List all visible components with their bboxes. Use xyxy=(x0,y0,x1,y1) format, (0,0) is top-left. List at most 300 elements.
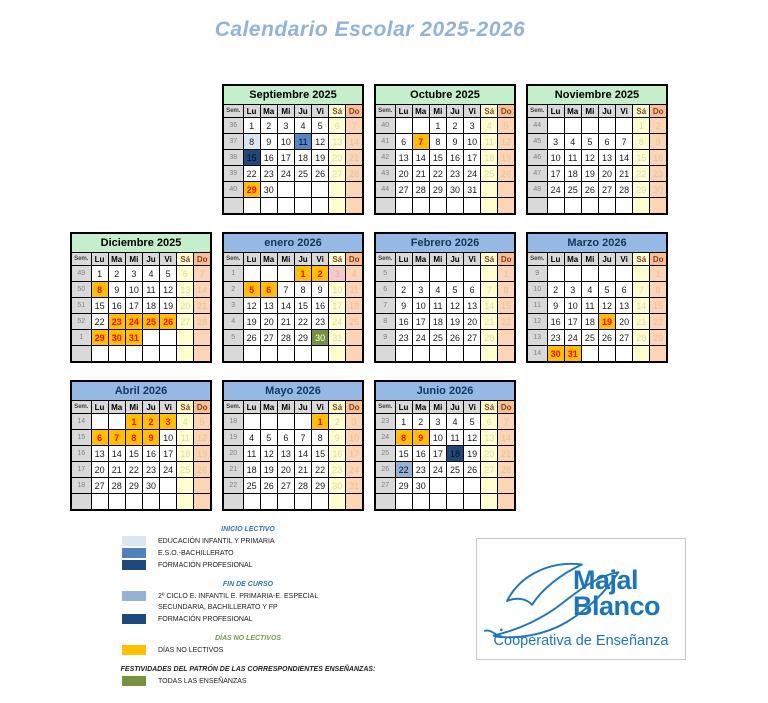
month-title-mayo-2026: Mayo 2026 xyxy=(223,381,363,401)
weekday-header: Mi xyxy=(429,105,446,118)
week-column-header: Sem. xyxy=(223,105,243,118)
day-cell: 14 xyxy=(498,430,515,446)
day-cell xyxy=(142,494,159,511)
day-cell: 28 xyxy=(277,330,294,346)
day-cell xyxy=(616,266,633,282)
weekday-header: Ju xyxy=(142,401,159,414)
day-cell xyxy=(581,198,598,215)
day-cell: 2 xyxy=(412,414,429,430)
day-cell-no-lectivo: 26 xyxy=(160,314,177,330)
day-cell xyxy=(633,346,650,363)
day-cell: 17 xyxy=(464,150,481,166)
weekday-header: Do xyxy=(346,105,363,118)
weekday-header: Ma xyxy=(260,253,277,266)
day-cell: 20 xyxy=(481,446,498,462)
week-number: 22 xyxy=(223,478,243,494)
legend-item xyxy=(122,645,418,656)
day-cell: 30 xyxy=(650,182,667,198)
month-title-marzo-2026: Marzo 2026 xyxy=(527,233,667,253)
day-cell: 11 xyxy=(429,298,446,314)
day-cell: 3 xyxy=(412,282,429,298)
day-cell: 7 xyxy=(498,414,515,430)
week-number: 24 xyxy=(375,430,395,446)
week-number: 43 xyxy=(375,166,395,182)
weekday-header: Do xyxy=(346,401,363,414)
day-cell: 1 xyxy=(633,118,650,134)
logo-subtitle: Cooperativa de Enseñanza xyxy=(493,633,669,649)
month-title-septiembre-2025: Septiembre 2025 xyxy=(223,85,363,105)
week-number: 50 xyxy=(71,282,91,298)
day-cell: 29 xyxy=(650,330,667,346)
day-cell xyxy=(177,494,194,511)
day-cell: 15 xyxy=(91,298,108,314)
day-cell: 29 xyxy=(125,478,142,494)
day-cell-no-lectivo: 7 xyxy=(108,430,125,446)
day-cell: 19 xyxy=(194,446,211,462)
day-cell: 14 xyxy=(481,298,498,314)
week-number: 51 xyxy=(71,298,91,314)
legend-heading: FESTIVIDADES DEL PATRÓN DE LAS CORRESPONDIENTES ENSEÑANZAS: xyxy=(120,666,376,673)
week-number: 7 xyxy=(375,298,395,314)
day-cell xyxy=(312,182,329,198)
legend-label: FORMACIÓN PROFESIONAL xyxy=(158,562,253,569)
day-cell: 29 xyxy=(395,478,412,494)
day-cell xyxy=(429,346,446,363)
day-cell xyxy=(429,478,446,494)
weekday-header: Ju xyxy=(294,105,311,118)
day-cell: 2 xyxy=(329,414,346,430)
day-cell: 13 xyxy=(598,150,615,166)
day-cell: 25 xyxy=(429,330,446,346)
day-cell-fin-ciclo: 22 xyxy=(395,462,412,478)
month-title-octubre-2025: Octubre 2025 xyxy=(375,85,515,105)
weekday-header: Sá xyxy=(481,253,498,266)
day-cell xyxy=(395,266,412,282)
day-cell: 25 xyxy=(581,330,598,346)
day-cell: 22 xyxy=(633,166,650,182)
week-number: 26 xyxy=(375,462,395,478)
legend-label: E.S.O.-BACHILLERATO xyxy=(158,550,234,557)
day-cell: 27 xyxy=(277,478,294,494)
day-cell xyxy=(616,118,633,134)
day-cell: 8 xyxy=(498,282,515,298)
day-cell xyxy=(464,478,481,494)
day-cell: 16 xyxy=(260,150,277,166)
day-cell xyxy=(346,182,363,198)
weekday-header: Do xyxy=(346,253,363,266)
day-cell: 2 xyxy=(650,118,667,134)
calendar-row-3 xyxy=(70,380,516,511)
calendar-row-1 xyxy=(222,84,668,215)
day-cell xyxy=(108,494,125,511)
day-cell-no-lectivo: 29 xyxy=(91,330,108,346)
weekday-header: Vi xyxy=(312,105,329,118)
weekday-header: Sá xyxy=(481,401,498,414)
day-cell: 20 xyxy=(277,462,294,478)
day-cell xyxy=(564,118,581,134)
day-cell: 27 xyxy=(598,182,615,198)
day-cell-no-lectivo: 23 xyxy=(108,314,125,330)
day-cell: 13 xyxy=(277,446,294,462)
week-number xyxy=(223,198,243,215)
day-cell: 14 xyxy=(108,446,125,462)
weekday-header: Sá xyxy=(329,401,346,414)
day-cell xyxy=(498,182,515,198)
day-cell xyxy=(194,478,211,494)
day-cell: 25 xyxy=(346,314,363,330)
day-cell: 27 xyxy=(91,478,108,494)
day-cell: 4 xyxy=(177,414,194,430)
calendar-junio-2026 xyxy=(374,380,516,511)
legend-swatch xyxy=(122,614,146,624)
weekday-header: Ma xyxy=(108,253,125,266)
day-cell: 26 xyxy=(598,330,615,346)
day-cell: 24 xyxy=(346,462,363,478)
weekday-header: Do xyxy=(194,253,211,266)
day-cell-no-lectivo: 9 xyxy=(412,430,429,446)
week-number: 44 xyxy=(375,182,395,198)
weekday-header: Ju xyxy=(598,105,615,118)
weekday-header: Ma xyxy=(412,253,429,266)
day-cell xyxy=(633,198,650,215)
day-cell: 12 xyxy=(260,446,277,462)
day-cell: 12 xyxy=(160,282,177,298)
day-cell: 14 xyxy=(277,298,294,314)
week-number: 1 xyxy=(71,330,91,346)
day-cell: 23 xyxy=(142,462,159,478)
weekday-header: Do xyxy=(194,401,211,414)
day-cell: 18 xyxy=(177,446,194,462)
day-cell: 22 xyxy=(312,462,329,478)
week-number: 41 xyxy=(375,134,395,150)
day-cell: 22 xyxy=(243,166,260,182)
day-cell: 14 xyxy=(294,446,311,462)
day-cell xyxy=(346,330,363,346)
day-cell: 24 xyxy=(464,166,481,182)
day-cell: 19 xyxy=(581,166,598,182)
weekday-header: Mi xyxy=(125,401,142,414)
day-cell: 17 xyxy=(160,446,177,462)
day-cell: 11 xyxy=(446,430,463,446)
day-cell: 25 xyxy=(446,462,463,478)
day-cell: 17 xyxy=(547,166,564,182)
day-cell xyxy=(498,198,515,215)
day-cell-fp: 15 xyxy=(243,150,260,166)
day-cell: 5 xyxy=(464,414,481,430)
day-cell: 15 xyxy=(429,150,446,166)
day-cell xyxy=(616,198,633,215)
day-cell: 24 xyxy=(160,462,177,478)
week-number xyxy=(527,198,547,215)
day-cell xyxy=(598,198,615,215)
legend-swatch xyxy=(122,591,146,601)
day-cell: 26 xyxy=(260,478,277,494)
day-cell: 15 xyxy=(633,150,650,166)
day-cell: 28 xyxy=(633,330,650,346)
day-cell: 30 xyxy=(260,182,277,198)
day-cell: 23 xyxy=(260,166,277,182)
day-cell: 14 xyxy=(616,150,633,166)
week-number: 36 xyxy=(223,118,243,134)
day-cell-no-lectivo: 6 xyxy=(260,282,277,298)
day-cell: 6 xyxy=(277,430,294,446)
day-cell xyxy=(581,346,598,363)
day-cell xyxy=(194,330,211,346)
weekday-header: Vi xyxy=(312,253,329,266)
day-cell: 10 xyxy=(464,134,481,150)
week-number: 18 xyxy=(71,478,91,494)
day-cell: 3 xyxy=(547,134,564,150)
day-cell xyxy=(412,198,429,215)
day-cell: 17 xyxy=(429,446,446,462)
day-cell: 1 xyxy=(429,118,446,134)
month-title-enero-2026: enero 2026 xyxy=(223,233,363,253)
day-cell: 8 xyxy=(650,282,667,298)
logo-box xyxy=(476,538,686,660)
weekday-header: Sá xyxy=(481,105,498,118)
week-number xyxy=(375,198,395,215)
day-cell: 3 xyxy=(125,266,142,282)
day-cell-no-lectivo: 7 xyxy=(412,134,429,150)
day-cell xyxy=(429,266,446,282)
day-cell: 16 xyxy=(547,314,564,330)
day-cell: 29 xyxy=(312,478,329,494)
weekday-header: Ma xyxy=(412,105,429,118)
day-cell: 10 xyxy=(277,134,294,150)
weekday-header: Vi xyxy=(160,401,177,414)
day-cell: 7 xyxy=(481,282,498,298)
weekday-header: Mi xyxy=(125,253,142,266)
day-cell: 2 xyxy=(108,266,125,282)
legend-label: 2º CICLO E. INFANTIL E. PRIMARIA-E. ESPECIAL xyxy=(158,593,319,600)
weekday-header: Mi xyxy=(277,105,294,118)
weekday-header: Ma xyxy=(412,401,429,414)
day-cell: 13 xyxy=(616,298,633,314)
day-cell: 5 xyxy=(312,118,329,134)
day-cell-inicio-eso: 11 xyxy=(294,134,311,150)
day-cell xyxy=(277,198,294,215)
weekday-header: Do xyxy=(650,253,667,266)
day-cell: 10 xyxy=(329,282,346,298)
day-cell: 26 xyxy=(243,330,260,346)
day-cell xyxy=(498,494,515,511)
week-column-header: Sem. xyxy=(223,401,243,414)
day-cell: 27 xyxy=(464,330,481,346)
day-cell xyxy=(446,266,463,282)
week-number: 19 xyxy=(223,430,243,446)
day-cell: 11 xyxy=(481,134,498,150)
day-cell: 12 xyxy=(598,298,615,314)
day-cell xyxy=(329,346,346,363)
day-cell: 25 xyxy=(564,182,581,198)
day-cell: 9 xyxy=(312,282,329,298)
week-number: 20 xyxy=(223,446,243,462)
day-cell xyxy=(177,478,194,494)
day-cell: 23 xyxy=(329,462,346,478)
day-cell: 3 xyxy=(464,118,481,134)
day-cell xyxy=(395,346,412,363)
calendar-noviembre-2025 xyxy=(526,84,668,215)
day-cell-no-lectivo: 8 xyxy=(395,430,412,446)
day-cell: 27 xyxy=(481,462,498,478)
day-cell: 19 xyxy=(260,462,277,478)
day-cell: 22 xyxy=(498,314,515,330)
logo-line1: Majal xyxy=(573,565,639,595)
day-cell: 7 xyxy=(616,134,633,150)
weekday-header: Vi xyxy=(160,253,177,266)
week-number: 27 xyxy=(375,478,395,494)
day-cell: 2 xyxy=(395,282,412,298)
day-cell: 25 xyxy=(177,462,194,478)
week-column-header: Sem. xyxy=(527,253,547,266)
month-title-febrero-2026: Febrero 2026 xyxy=(375,233,515,253)
week-number xyxy=(375,494,395,511)
week-number: 16 xyxy=(71,446,91,462)
day-cell xyxy=(650,346,667,363)
week-number: 40 xyxy=(223,182,243,198)
day-cell: 6 xyxy=(395,134,412,150)
day-cell-fp: 18 xyxy=(446,446,463,462)
day-cell: 20 xyxy=(260,314,277,330)
legend-item xyxy=(122,548,418,559)
day-cell xyxy=(616,346,633,363)
weekday-header: Do xyxy=(650,105,667,118)
day-cell xyxy=(277,414,294,430)
day-cell xyxy=(329,494,346,511)
day-cell: 25 xyxy=(481,166,498,182)
day-cell: 30 xyxy=(412,478,429,494)
day-cell xyxy=(481,478,498,494)
month-title-noviembre-2025: Noviembre 2025 xyxy=(527,85,667,105)
day-cell xyxy=(260,198,277,215)
day-cell xyxy=(277,266,294,282)
legend-label: FORMACIÓN PROFESIONAL xyxy=(158,616,253,623)
day-cell xyxy=(412,266,429,282)
day-cell: 25 xyxy=(243,478,260,494)
legend-item xyxy=(122,591,418,613)
day-cell: 12 xyxy=(446,298,463,314)
legend-swatch xyxy=(122,676,146,686)
day-cell: 13 xyxy=(260,298,277,314)
day-cell: 17 xyxy=(277,150,294,166)
day-cell xyxy=(429,494,446,511)
day-cell: 10 xyxy=(429,430,446,446)
weekday-header: Lu xyxy=(91,401,108,414)
day-cell: 12 xyxy=(464,430,481,446)
week-number: 11 xyxy=(527,298,547,314)
day-cell: 18 xyxy=(564,166,581,182)
month-title-junio-2026: Junio 2026 xyxy=(375,381,515,401)
day-cell xyxy=(346,346,363,363)
day-cell xyxy=(243,198,260,215)
day-cell: 19 xyxy=(446,314,463,330)
day-cell: 9 xyxy=(329,430,346,446)
day-cell xyxy=(464,198,481,215)
day-cell: 14 xyxy=(346,134,363,150)
day-cell: 18 xyxy=(243,462,260,478)
day-cell xyxy=(243,414,260,430)
day-cell: 22 xyxy=(294,314,311,330)
day-cell: 3 xyxy=(564,282,581,298)
day-cell: 9 xyxy=(108,282,125,298)
weekday-header: Mi xyxy=(581,253,598,266)
day-cell xyxy=(564,198,581,215)
day-cell: 21 xyxy=(346,150,363,166)
weekday-header: Do xyxy=(498,105,515,118)
week-column-header: Sem. xyxy=(71,253,91,266)
day-cell: 12 xyxy=(194,430,211,446)
day-cell: 29 xyxy=(294,330,311,346)
day-cell: 4 xyxy=(581,282,598,298)
day-cell: 6 xyxy=(598,134,615,150)
day-cell: 10 xyxy=(564,298,581,314)
weekday-header: Ju xyxy=(446,253,463,266)
day-cell: 12 xyxy=(243,298,260,314)
weekday-header: Lu xyxy=(243,401,260,414)
day-cell: 17 xyxy=(564,314,581,330)
day-cell-no-lectivo: 31 xyxy=(125,330,142,346)
day-cell xyxy=(412,118,429,134)
day-cell xyxy=(91,346,108,363)
day-cell: 26 xyxy=(464,462,481,478)
calendar-enero-2026 xyxy=(222,232,364,363)
legend-item xyxy=(122,560,418,571)
week-number: 47 xyxy=(527,166,547,182)
day-cell-inicio-infantil: 8 xyxy=(243,134,260,150)
day-cell: 7 xyxy=(277,282,294,298)
week-number: 5 xyxy=(223,330,243,346)
day-cell: 11 xyxy=(346,282,363,298)
calendar-abril-2026 xyxy=(70,380,212,511)
day-cell: 16 xyxy=(142,446,159,462)
day-cell: 23 xyxy=(412,462,429,478)
day-cell: 21 xyxy=(108,462,125,478)
day-cell xyxy=(481,266,498,282)
day-cell: 5 xyxy=(194,414,211,430)
week-number: 5 xyxy=(375,266,395,282)
day-cell-festividad: 30 xyxy=(312,330,329,346)
day-cell xyxy=(177,346,194,363)
weekday-header: Lu xyxy=(547,105,564,118)
weekday-header: Vi xyxy=(616,105,633,118)
day-cell: 22 xyxy=(650,314,667,330)
day-cell: 21 xyxy=(481,314,498,330)
day-cell xyxy=(260,494,277,511)
day-cell: 23 xyxy=(446,166,463,182)
day-cell: 19 xyxy=(160,298,177,314)
week-number: 14 xyxy=(527,346,547,363)
day-cell: 29 xyxy=(429,182,446,198)
day-cell: 9 xyxy=(446,134,463,150)
legend-item xyxy=(122,536,418,547)
day-cell xyxy=(294,182,311,198)
day-cell-no-lectivo: 24 xyxy=(125,314,142,330)
week-number: 3 xyxy=(223,298,243,314)
weekday-header: Do xyxy=(498,401,515,414)
day-cell: 15 xyxy=(650,298,667,314)
day-cell xyxy=(581,118,598,134)
day-cell: 21 xyxy=(294,462,311,478)
day-cell xyxy=(312,346,329,363)
day-cell xyxy=(547,198,564,215)
day-cell: 24 xyxy=(277,166,294,182)
day-cell: 21 xyxy=(616,166,633,182)
week-number: 2 xyxy=(223,282,243,298)
day-cell xyxy=(395,494,412,511)
day-cell xyxy=(91,494,108,511)
day-cell xyxy=(446,346,463,363)
day-cell: 22 xyxy=(91,314,108,330)
